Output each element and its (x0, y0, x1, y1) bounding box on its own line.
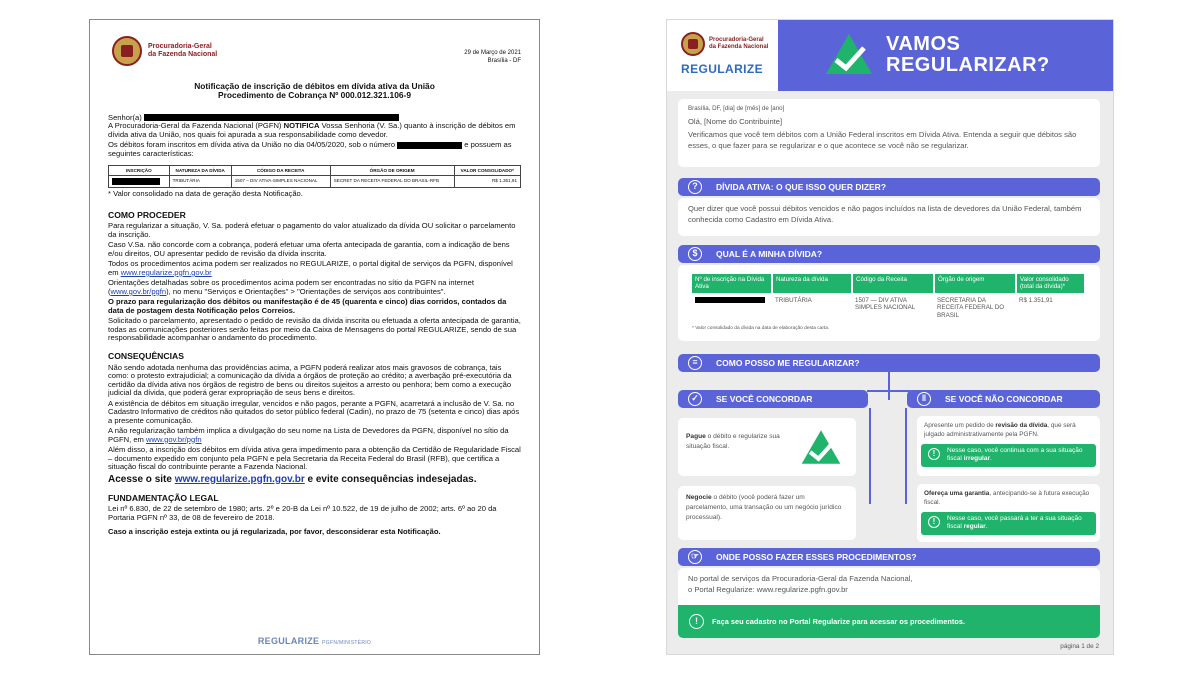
negotiate-card (678, 486, 856, 540)
where-line-1: No portal de serviços da Procuradoria-Geral da Fazenda Nacional, (688, 574, 913, 583)
dollar-icon: $ (688, 247, 702, 261)
connector-horizontal (867, 390, 911, 392)
cta-text: Faça seu cadastro no Portal Regularize para acessar os procedimentos. (712, 617, 966, 626)
p1a: A Procuradoria-Geral da Fazenda Nacional (PGFN) (108, 121, 282, 131)
checkmark-logo-icon (824, 32, 874, 76)
pay-card (678, 418, 856, 476)
d3a: A não regularização também implica a divulgação do seu nome na Lista de Devedores da PGFN, disponível no sítio da PGFN, em (108, 426, 509, 444)
gar-note-a: Nesse caso, você passará a ter a sua situação fiscal (947, 514, 1082, 531)
section-minha-divida (678, 245, 1100, 263)
document-header (108, 36, 521, 66)
question-icon: ? (688, 180, 702, 194)
chat-icon: ≡ (688, 356, 702, 370)
s3-label: COMO POSSO ME REGULARIZAR? (716, 358, 860, 368)
pay-text: o débito e regularize sua situação fiscal. (686, 433, 780, 450)
td-orgao: SECRET DA RECEITA FEDERAL DO BRASIL-RFB (330, 176, 454, 188)
rth-orgao: Órgão de origem (934, 274, 1016, 293)
redacted-number (397, 142, 462, 149)
document-title (108, 82, 521, 100)
divida-card (678, 198, 1100, 236)
redacted-name (144, 114, 399, 121)
section-consequencias: CONSEQUÊNCIAS (108, 350, 184, 361)
s4-label: ONDE POSSO FAZER ESSES PROCEDIMENTOS? (716, 552, 917, 562)
rev-b: revisão da dívida (995, 422, 1048, 429)
title-line-2: Procedimento de Cobrança Nº 000.012.321.106-9 (218, 89, 411, 100)
td-valor: R$ 1.351,91 (454, 176, 520, 188)
rth-valor: Valor consolidado (total da dívida)* (1016, 274, 1085, 293)
place: Brasília - DF (487, 57, 521, 64)
para-d5 (108, 474, 521, 485)
rev-c: , que será julgado administrativamente pela PGFN. (924, 422, 1076, 439)
place-line: Brasília, DF, [dia] de [mês] de [ano] (688, 105, 785, 112)
p2a: Os débitos foram inscritos em dívida ativa da União no dia 04/05/2020, sob o número (108, 140, 396, 150)
greeting: Olá, [Nome do Contribuinte] (688, 117, 783, 127)
pay-bold: Pague (686, 433, 706, 440)
redacted-inscricao-right (695, 297, 765, 303)
para-c1: Para regularizar a situação, V. Sa. poderá efetuar o pagamento do valor atualizado da dívida OU solicitar o parcelamento da inscrição. (108, 221, 516, 239)
th-orgao: ÓRGÃO DE ORIGEM (330, 166, 454, 176)
intro-card (678, 99, 1100, 167)
rtd-inscricao (692, 293, 772, 323)
para-c6: Solicitado o parcelamento, apresentado o pedido de revisão da dívida inscrita ou efetuada a oferta antecipada de garantia, todas as comunicações posteriores serão feitas por meio da Caixa de Mensagens do portal REGULARIZE, sendo de sua responsabilidade acompanhar o andamento do procedimento. (108, 316, 521, 343)
pgfn-logo-small (681, 32, 771, 56)
rev-a: Apresente um pedido de (924, 422, 994, 429)
regularize-link-2[interactable]: www.regularize.pgfn.gov.br (174, 473, 305, 485)
rtd-codigo: 1507 — DIV ATIVA SIMPLES NACIONAL (855, 296, 916, 312)
td-inscricao (109, 176, 170, 188)
rev-note-b: irregular (963, 455, 990, 463)
th-valor: VALOR CONSOLIDADO* (454, 166, 520, 176)
p1c: Vossa Senhoria (V. Sa.) quanto à inscrição de débitos em dívida ativa da União, nos quais foi apurada a sua responsabilidade como devedor. (108, 121, 516, 139)
gar-note-b: regular (963, 523, 986, 531)
minha-divida-card (678, 265, 1100, 341)
th-natureza: NATUREZA DA DÍVIDA (169, 166, 231, 176)
footer-brand: REGULARIZE (257, 636, 320, 647)
connector-vertical (888, 372, 890, 400)
banner-line-1: VAMOS (886, 33, 961, 55)
rth-natureza: Natureza da dívida (772, 274, 852, 293)
letter-document (666, 19, 1114, 655)
s1-text: Quer dizer que você possui débitos vencidos e não pagos incluídos na lista de devedores da União Federal, também conhecida como Cadastro em Dívida Ativa. (688, 204, 1082, 225)
section-como-proceder: COMO PROCEDER (108, 209, 186, 220)
cta-banner[interactable] (678, 605, 1100, 638)
para-d3 (108, 427, 521, 444)
pause-icon: ǁ (917, 392, 931, 406)
no-label: SE VOCÊ NÃO CONCORDAR (945, 394, 1063, 404)
title-line-1: Notificação de inscrição de débitos em dívida ativa da União (194, 81, 435, 91)
td-codigo: 1507 – DIV ATIVA-SIMPLES NACIONAL (231, 176, 330, 188)
d5b: e evite consequências indesejadas. (307, 473, 477, 485)
org-name-small: Procuradoria-Geral da Fazenda Nacional (709, 37, 769, 50)
salutation-text: Senhor(a) (108, 112, 142, 122)
org-name: Procuradoria-Geral da Fazenda Nacional (148, 42, 218, 58)
rev-note-a: Nesse caso, você continua com a sua situação fiscal (947, 446, 1083, 463)
td-natureza: TRIBUTÁRIA (169, 176, 231, 188)
rth-inscricao: Nº de inscrição na Dívida Ativa (692, 274, 772, 293)
connector-right (905, 408, 907, 504)
table-note: * Valor consolidado na data de geração desta Notificação. (108, 189, 303, 199)
coat-of-arms-icon (681, 32, 705, 56)
thumbs-up-icon: ✓ (688, 392, 702, 406)
rtd-natureza: TRIBUTÁRIA (775, 296, 812, 304)
neg-bold: Negocie (686, 494, 712, 501)
paragraph-2 (108, 141, 521, 158)
branch-nao-concordar (907, 390, 1100, 408)
redacted-inscricao (112, 178, 160, 185)
guarantee-card (917, 484, 1100, 542)
para-f2: Caso a inscrição esteja extinta ou já regularizada, por favor, desconsiderar esta Notificação. (108, 527, 441, 537)
coat-of-arms-icon (112, 36, 142, 66)
debt-table-right (692, 274, 1086, 323)
section-como-regularizar (678, 354, 1100, 372)
para-d4: Além disso, a inscrição dos débitos em dívida ativa gera impedimento para a obtenção da Certidão de Regularidade Fiscal – documento expedido em conjunto pela PGFN e pela Secretaria da Receita Federal do Brasil (RFB), que certifica a situação fiscal do contribuinte perante a Fazenda Nacional. (108, 445, 521, 472)
section-divida-ativa (678, 178, 1100, 196)
onde-card (678, 568, 1100, 638)
section-onde (678, 548, 1100, 566)
checkmark-logo-icon (800, 428, 842, 466)
intro-text: Verificamos que você tem débitos com a União Federal inscritos em Dívida Ativa. Entenda a seguir que débitos são esses, o que fazer para se regularizar e o que acontece se você não se regularizar. (688, 129, 1077, 151)
regularize-logo: REGULARIZE (681, 62, 763, 76)
para-c2: Caso V.Sa. não concorde com a cobrança, poderá efetuar uma oferta antecipada de garantia, com a indicação de bens e/ou direitos, OU apresentar pedido de revisão da dívida inscrita. (108, 240, 510, 258)
p2b: e possuem as seguintes características: (108, 140, 512, 158)
banner-title (886, 34, 1050, 76)
gar-text: , antecipando-se à futura execução fiscal. (924, 490, 1090, 507)
branch-concordar (678, 390, 868, 408)
notification-document (89, 19, 540, 655)
c4b: ), no menu "Serviços e Orientações" > "Orientações de serviços aos contribuintes". (166, 286, 446, 296)
rtd-valor: R$ 1.351,91 (1019, 296, 1053, 304)
para-c4 (108, 279, 521, 296)
rth-codigo: Código da Receita (852, 274, 934, 293)
th-inscricao: INSCRIÇÃO (109, 166, 170, 176)
yes-label: SE VOCÊ CONCORDAR (716, 394, 813, 404)
neg-text: o débito (você poderá fazer um parcelamento, uma transação ou um negócio jurídico processual). (686, 494, 842, 522)
letter-header (667, 20, 1113, 91)
th-codigo: CÓDIGO DA RECEITA (231, 166, 330, 176)
rtd-orgao: SECRETARIA DA RECEITA FEDERAL DO BRASIL (937, 296, 1005, 319)
s1-label: DÍVIDA ATIVA: O QUE ISSO QUER DIZER? (716, 182, 887, 192)
pgfn-link-2[interactable]: www.gov.br/pgfn (146, 434, 202, 444)
para-c3 (108, 260, 521, 277)
d5a: Acesse o site (108, 473, 172, 485)
p1b: NOTIFICA (283, 121, 320, 131)
date-block (464, 50, 521, 66)
banner-line-2: REGULARIZAR? (886, 54, 1050, 76)
s2-label: QUAL É A MINHA DÍVIDA? (716, 249, 823, 259)
info-icon: ! (928, 448, 940, 460)
para-d1: Não sendo adotada nenhuma das providências acima, a PGFN poderá realizar atos mais gravosos de cobrança, tais como: o protesto extrajudicial; a comunicação da dívida a órgãos de proteção ao crédito; a averbação pré-executória da certidão da dívida ativa nos órgãos de registro de bens ou direitos sujeitos a arresto ou penhora; bem como a execução judicial da dívida, que poderá gerar expropriação de seus bens e direitos. (108, 362, 512, 398)
c3a: Todos os procedimentos acima podem ser realizados no REGULARIZE, o portal digital de serviços da PGFN, disponível em (108, 259, 513, 277)
section-fundamentacao: FUNDAMENTAÇÃO LEGAL (108, 492, 219, 503)
connector-left (869, 408, 871, 504)
pgfn-logo (112, 36, 218, 66)
gar-bold: Ofereça uma garantia (924, 490, 990, 497)
pgfn-link[interactable]: www.gov.br/pgfn (110, 286, 167, 296)
review-card (917, 416, 1100, 476)
para-d2: A existência de débitos em situação irregular, vencidos e não pagos, perante a PGFN, acarretará a inclusão de V. Sa. no Cadastro Informativo de créditos não quitados do setor público federal (Cadin), no prazo de 75 (setenta e cinco) dias após a presente comunicação. (108, 398, 520, 425)
table-note-right: * Valor consolidado da dívida na data de elaboração desta carta. (692, 326, 830, 332)
footer-small: PGFN/MINISTÉRIO (322, 640, 372, 647)
header-banner (778, 20, 1113, 91)
pointer-icon: ☞ (688, 550, 702, 564)
page-number: página 1 de 2 (1060, 643, 1099, 650)
paragraph-1 (108, 122, 521, 139)
where-line-2: o Portal Regularize: www.regularize.pgfn.gov.br (688, 585, 848, 595)
regularize-link[interactable]: www.regularize.pgfn.gov.br (120, 267, 212, 277)
logo-area (667, 20, 778, 91)
info-icon: ! (689, 614, 704, 629)
c4a: Orientações detalhadas sobre os procedimentos acima podem ser encontradas no sítio da PGFN na internet ( (108, 278, 474, 296)
para-f1: Lei nº 6.830, de 22 de setembro de 1980; arts. 2º e 20-B da Lei nº 10.522, de 19 de julho de 2002; arts. 6º ao 20 da Portaria PGFN nº 33, de 08 de fevereiro de 2018. (108, 504, 497, 522)
info-icon: ! (928, 516, 940, 528)
guarantee-note: ! Nesse caso, você passará a ter a sua situação fiscal regular. (921, 512, 1096, 536)
debt-table (108, 165, 521, 188)
para-c5: O prazo para regularização dos débitos ou manifestação é de 45 (quarenta e cinco) dias corridos, contados da data de postagem desta Notificação pelos Correios. (108, 297, 507, 315)
review-note: ! Nesse caso, você continua com a sua situação fiscal irregular. (921, 444, 1096, 468)
date: 29 de Março de 2021 (464, 50, 521, 56)
footer-logo (90, 636, 539, 647)
